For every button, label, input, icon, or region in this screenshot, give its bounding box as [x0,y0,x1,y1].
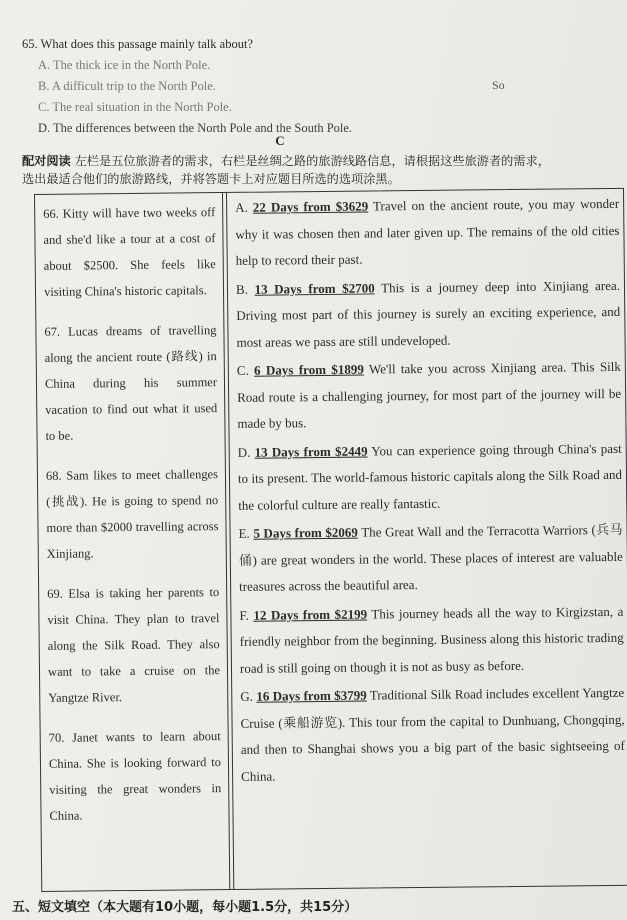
route-title: 5 Days from $2069 [253,524,358,541]
route-letter: A. [235,199,248,215]
traveler-68: 68. Sam likes to meet challenges (挑战). He is going to spend no more than $2000 travelling across Xinjiang. [45,467,219,561]
route-e [238,517,623,601]
route-title: 13 Days from $2449 [254,443,368,460]
traveler-69: 69. Elsa is taking her parents to visit China. They plan to travel along the Silk Road. They also want to take a cruise on the Yangtze River. [47,585,221,705]
route-title: 16 Days from $3799 [256,687,367,704]
traveler-66: 66. Kitty will have two weeks off and she'd like a tour at a cost of about $2500. She feels like visiting China's historic capitals. [43,205,216,299]
route-b [236,272,621,356]
route-text: Travel on the ancient route, you may wonder why it was chosen then and later given up. The remains of the old cities help to record their past. [235,195,620,268]
route-title: 13 Days from $2700 [254,279,375,297]
section-letter: C [275,133,285,148]
route-text: The Great Wall and the Terracotta Warriors (兵马俑) are great wonders in the world. These places of interest are valuable treasures across the beautiful area. [238,521,623,594]
route-g [240,680,625,790]
route-title: 22 Days from $3629 [252,198,369,215]
route-text: You can experience going through China's past to its present. The world-famous historic capitals along the Silk Road and the colorful culture are really fantastic. [237,440,623,513]
route-f [239,598,624,682]
stray-text: So [492,78,505,92]
travelers-column [43,199,222,843]
traveler-67: 67. Lucas dreams of travelling along the ancient route (路线) in China during his summer vacation to find out what it used to be. [44,323,218,443]
matching-instructions [22,152,562,188]
route-letter: G. [240,688,253,704]
route-text: This journey heads all the way to Kirgizstan, a friendly neighbor from the beginning. Business along this historic trading road is still going on though it is not as busy as before. [239,603,624,676]
option-c: C. The real situation in the North Pole. [38,100,232,114]
route-d [238,435,623,519]
route-title: 6 Days from $1899 [254,361,364,378]
route-letter: E. [238,525,250,541]
route-a [235,191,620,275]
matching-table [34,188,627,892]
instructions-label: 配对阅读 [22,154,71,168]
option-d: D. The differences between the North Pole and the South Pole. [38,121,353,135]
route-letter: C. [236,362,249,378]
option-a: A. The thick ice in the North Pole. [38,58,211,72]
route-c [237,354,622,438]
route-text: Traditional Silk Road includes excellent Yangtze Cruise (乘船游览). This tour from the capital to Dunhuang, Chongqing, and then to Shanghai shows you a big part of the basic sightseeing of China. [240,684,625,784]
traveler-70: 70. Janet wants to learn about China. She is looking forward to visiting the great wonders in China. [48,729,222,823]
route-letter: D. [237,444,251,460]
question-65-stem: 65. What does this passage mainly talk about? [22,37,253,51]
route-text: This is a journey deep into Xinjiang area. Driving most part of this journey is surely an exciting experience, and most areas we pass are still undeveloped. [236,277,621,350]
routes-column [235,191,625,792]
route-text: We'll take you across Xinjiang area. This Silk Road route is a challenging journey, for most part of the journey will be made by bus. [237,358,622,431]
section-five-heading: 五、短文填空（本大题有10小题，每小题1.5分，共15分） [12,900,358,915]
route-letter: F. [239,607,249,623]
instructions-text: 左栏是五位旅游者的需求，右栏是丝绸之路的旅游线路信息，请根据这些旅游者的需求，选出最适合他们的旅游路线，并将答题卡上对应题目所选的选项涂黑。 [22,154,550,186]
option-b: B. A difficult trip to the North Pole. [38,79,216,93]
route-letter: B. [235,281,249,297]
route-title: 12 Days from $2199 [253,606,368,623]
